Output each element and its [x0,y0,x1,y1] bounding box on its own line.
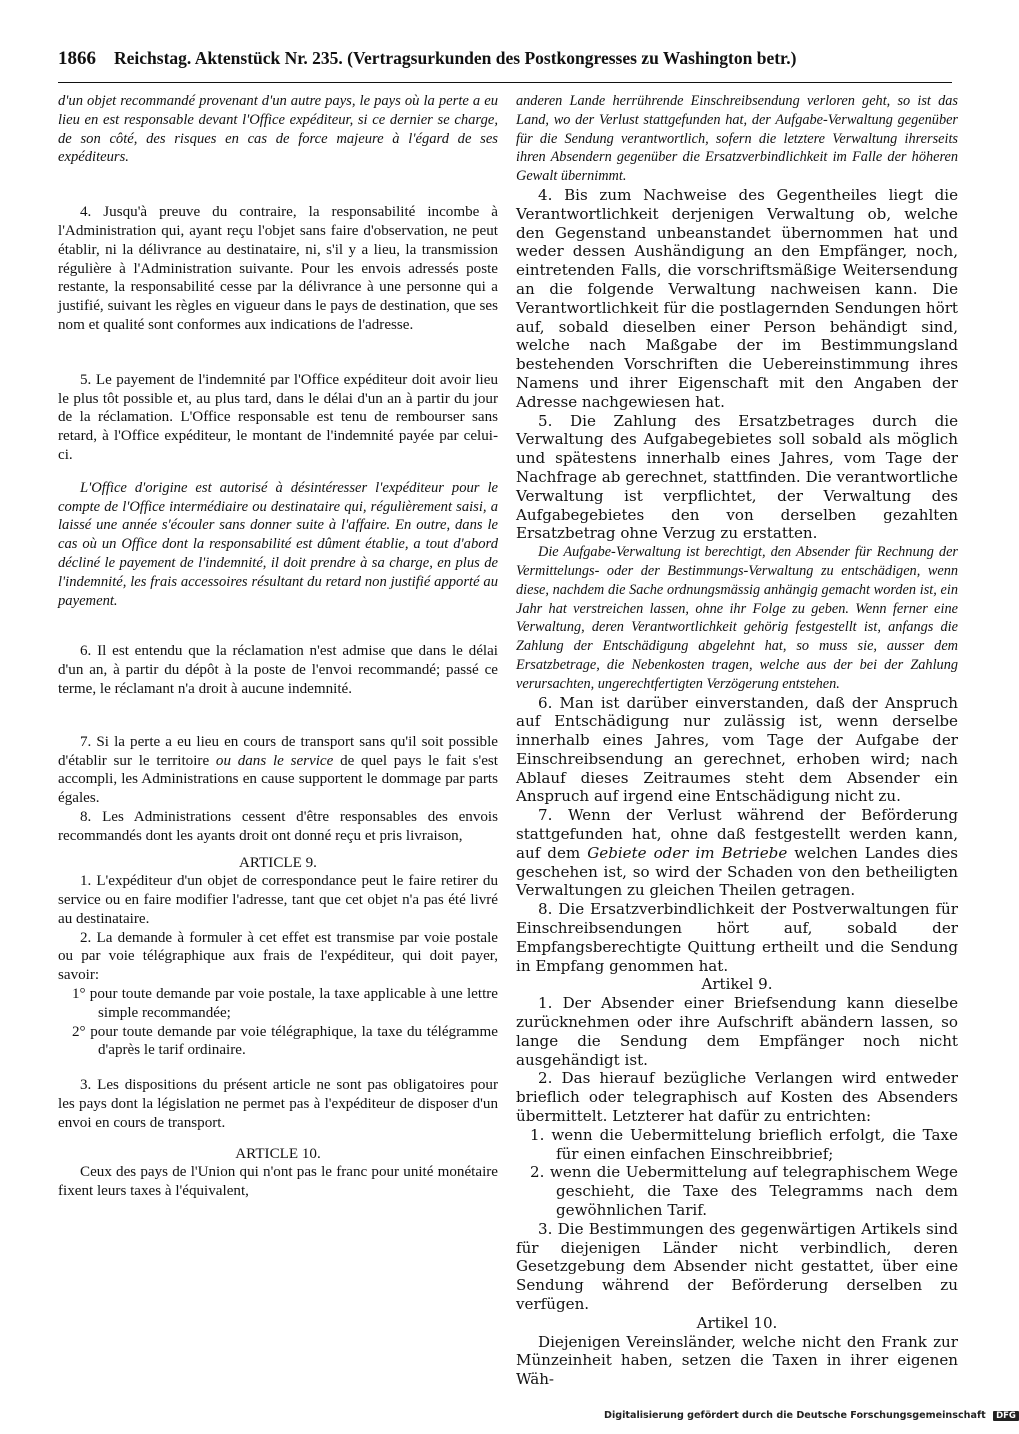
list-item: 2. wenn die Uebermittelung auf telegraphischem Wege geschieht, die Taxe des Telegramms nach dem gewöhnlichen Tarif. [530,1163,958,1220]
list-item: 2° pour toute demande par voie télégraphique, la taxe du télégramme d'après le tarif ordinaire. [72,1023,498,1059]
dfg-logo: DFG [993,1411,1019,1421]
page-header [58,48,958,84]
digitization-footer [604,1410,1016,1426]
header-rule [58,82,952,83]
paragraph: 3. Les dispositions du présent article ne sont pas obligatoires pour les pays dont la législation ne permet pas à l'expéditeur de disposer d'un envoi en cours de transport. [58,1077,498,1131]
footer-text: Digitalisierung gefördert durch die Deutsche Forschungsgemeinschaft [604,1410,986,1421]
paragraph: 2. La demande à formuler à cet effet est transmise par voie postale ou par voie télégraphique aux frais de l'expéditeur, qui doit payer, savoir: [58,929,498,984]
paragraph: 8. Les Administrations cessent d'être responsables des envois recommandés dont les ayants droit ont donné reçu et pris livraison, [58,808,498,844]
article-heading: ARTICLE 10. [235,1145,321,1162]
paragraph: 5. Die Zahlung des Ersatzbetrages durch die Verwaltung des Aufgabegebietes soll sobald als möglich und spätestens innerhalb eines Jahres, vom Tage der Nachfrage ab gerechnet, stattfinden. Die verantwortliche Verwaltung ist verpflichtet, der Verwaltung des Aufgabegebietes den von derselben gezahlten Ersatzbetrag ohne Verzug zu erstatten. [516,411,958,543]
paragraph: 6. Man ist darüber einverstanden, daß der Anspruch auf Entschädigung nur zulässig ist, wenn derselbe innerhalb eines Jahres, vom Tage der Aufgabe der Einschreibsendung an gerechnet, erhoben wird; nach Ablauf dieses Zeitraumes steht dem Absender ein Anspruch auf irgend eine Entschädigung nicht zu. [516,693,958,806]
article-heading: Artikel 10. [696,1313,778,1332]
french-column [58,92,498,1201]
article-heading: Artikel 9. [701,975,773,994]
paragraph: Die Aufgabe-Verwaltung ist berechtigt, den Absender für Rechnung der Vermittelungs- oder der Bestimmungs-Verwaltung zu entschädigen, wenn diese, nachdem die Sache ordnungsmässig anhängig gemacht worden ist, ein Jahr hat verstreichen lassen, ohne ihr Folge zu geben. Wenn ferner eine Verwaltung, deren Verantwortlichkeit gehörig festgestellt ist, anfangs die Zahlung der Entschädigung abgelehnt hat, so muss sie, ausser dem Ersatzbetrage, die Nebenkosten tragen, welche aus der bei der Zahlung verursachten, ungerechtfertigten Verzögerung entstehen. [516,544,958,692]
paragraph: anderen Lande herrührende Einschreibsendung verloren geht, so ist das Land, wo der Verlust stattgefunden hat, der Aufgabe-Verwaltung gegenüber für die Sendung verantwortlich, sofern die letztere Verwaltung ihrerseits ihren Absendern gegenüber die Ersatzverbindlichkeit im Falle der höheren Gewalt übernimmt. [516,93,958,185]
paragraph: 3. Die Bestimmungen des gegenwärtigen Artikels sind für diejenigen Länder nicht verbindlich, deren Gesetzgebung dem Absender nicht gestattet, über eine Sendung während der Beförderung derselben zu verfügen. [516,1219,958,1313]
list-item: 1. wenn die Uebermittelung brieflich erfolgt, die Taxe für einen einfachen Einschreibbrief; [530,1125,958,1163]
paragraph: 4. Bis zum Nachweise des Gegentheiles liegt die Verantwortlichkeit derjenigen Verwaltung ob, welche den Gegenstand unbeanstandet übernommen hat und weder dessen Aushändigung an den Empfänger, noch, eintretenden Falls, die vorschriftsmäßige Weitersendung an die folgende Verwaltung nachweisen kann. Die Verantwortlichkeit für die postlagernden Sendungen hört auf, sobald dieselben einer Person behändigt sind, welche nach Maßgabe der im Bestimmungsland bestehenden Vorschriften die Uebereinstimmung ihres Namens und ihrer Eigenschaft mit den Angaben der Adresse nachgewiesen hat. [516,185,958,411]
paragraph: 8. Die Ersatzverbindlichkeit der Postverwaltungen für Einschreibsendungen hört auf, sobald der Empfangsberechtigte Quittung ertheilt und die Sendung in Empfang genommen hat. [516,900,958,975]
paragraph: 1. L'expéditeur d'un objet de correspondance peut le faire retirer du service ou en faire modifier l'adresse, tant que cet objet n'a pas été livré au destinataire. [58,873,498,927]
article-heading: ARTICLE 9. [239,854,317,871]
paragraph: 7. Si la perte a eu lieu en cours de transport sans qu'il soit possible d'établir sur le territoire ou dans le service de quel pays le fait s'est accompli, les Administrations en cause supportent le dommage par parts égales. [58,733,498,807]
paragraph: 7. Wenn der Verlust während der Beförderung stattgefunden hat, ohne daß festgestellt werden kann, auf dem Gebiete oder im Betriebe welchen Landes dies geschehen ist, so wird der Schaden von den betheiligten Verwaltungen zu gleichen Theilen getragen. [516,806,958,900]
paragraph: 1. Der Absender einer Briefsendung kann dieselbe zurücknehmen oder ihre Aufschrift abändern lassen, so lange die Sendung dem Empfänger noch nicht ausgehändigt ist. [516,994,958,1069]
paragraph: L'Office d'origine est autorisé à désintéresser l'expéditeur pour le compte de l'Office intermédiaire ou destinataire qui, régulièrement saisi, a laissé une année s'écouler sans donner suite à l'affaire. En outre, dans le cas où un Office dont la responsabilité est dûment établie, a tout d'abord décliné le payement de l'indemnité, il doit prendre à sa charge, en plus de l'indemnité, les frais accessoires résultant du retard non justifié apporté au payement. [58,479,498,609]
paragraph: 4. Jusqu'à preuve du contraire, la responsabilité incombe à l'Administration qui, ayant reçu l'objet sans faire d'observation, ne peut établir, ni la délivrance au destinataire, ni, s'il y a lieu, la transmission régulière à l'Administration suivante. Pour les envois adressés poste restante, la responsabilité cesse par la délivrance à une personne qui a justifié, suivant les règles en vigueur dans le pays de destination, que ses nom et qualité sont conformes aux indications de l'adresse. [58,204,498,333]
page-number: 1866 [58,48,96,69]
paragraph: 2. Das hierauf bezügliche Verlangen wird entweder brieflich oder telegraphisch auf Kosten des Absenders übermittelt. Letzterer hat dafür zu entrichten: [516,1069,958,1126]
paragraph: Diejenigen Vereinsländer, welche nicht den Frank zur Münzeinheit haben, setzen die Taxen in ihrer eigenen Wäh- [516,1332,958,1389]
german-column [516,92,958,1389]
paragraph: 6. Il est entendu que la réclamation n'est admise que dans le délai d'un an, à partir du dépôt à la poste de l'envoi recommandé; passé ce terme, le réclamant n'a droit à aucune indemnité. [58,643,498,697]
paragraph: Ceux des pays de l'Union qui n'ont pas le franc pour unité monétaire fixent leurs taxes à l'équivalent, [58,1164,498,1200]
paragraph: 5. Le payement de l'indemnité par l'Office expéditeur doit avoir lieu le plus tôt possible et, au plus tard, dans le délai d'un an à partir du jour de la réclamation. L'Office responsable est tenu de rembourser sans retard, à l'Office expéditeur, le montant de l'indemnité payée par celui-ci. [58,371,498,463]
page-title: Reichstag. Aktenstück Nr. 235. (Vertragsurkunden des Postkongresses zu Washington betr.) [114,48,797,68]
list-item: 1° pour toute demande par voie postale, la taxe applicable à une lettre simple recommandée; [72,986,498,1021]
paragraph: d'un objet recommandé provenant d'un autre pays, le pays où la perte a eu lieu en est responsable devant l'Office expéditeur, si ce dernier se charge, de son côté, des risques en cas de force majeure à l'égard de ses expéditeurs. [58,93,498,166]
